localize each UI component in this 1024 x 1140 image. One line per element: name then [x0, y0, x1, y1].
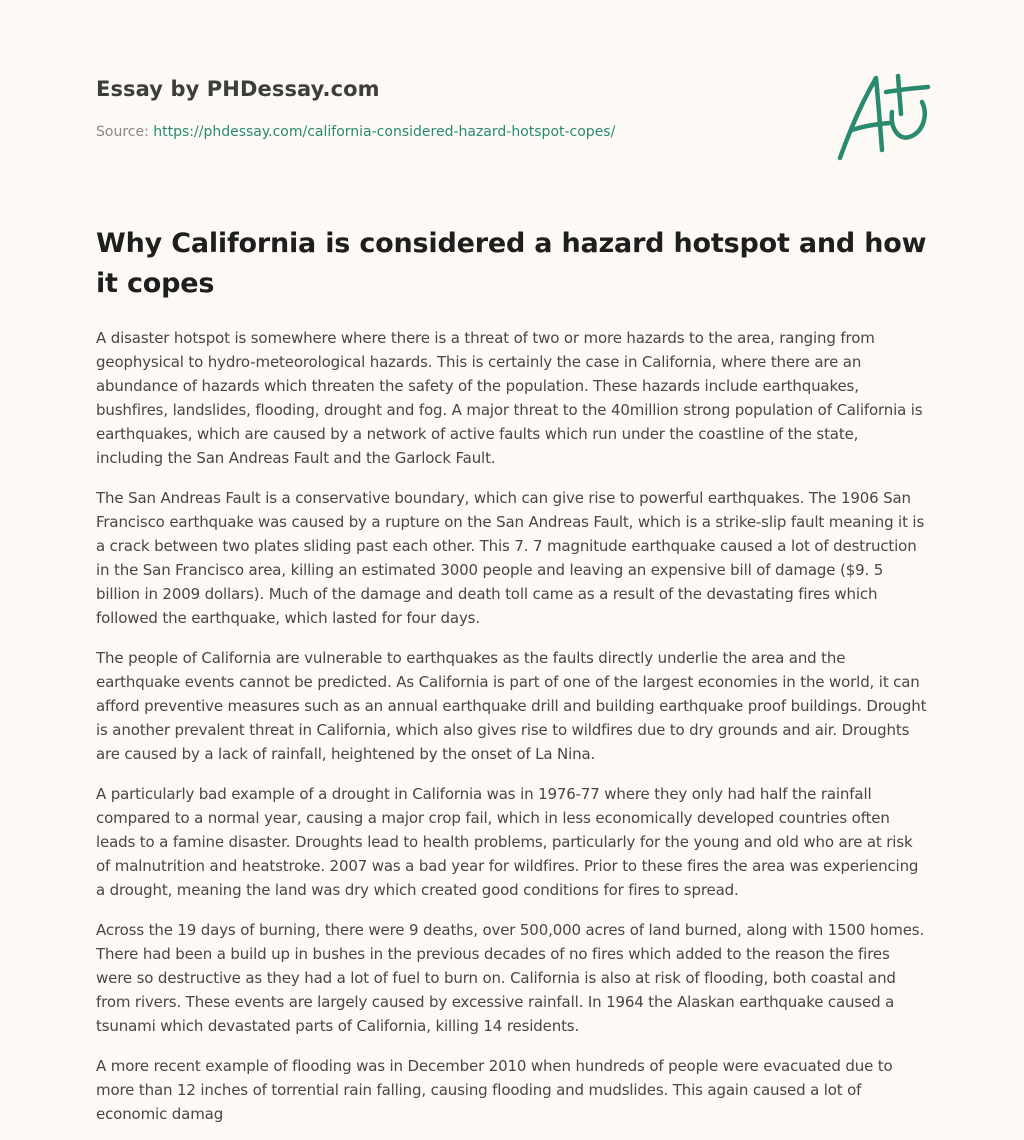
source-link[interactable]: https://phdessay.com/california-considered-hazard-hotspot-copes/ [153, 124, 616, 140]
paragraph: A more recent example of flooding was in December 2010 when hundreds of people were evacuated due to more than 12 inches of torrential rain falling, causing flooding and mudslides. This again caused a lot of economic damag [96, 1057, 893, 1123]
paragraph: A particularly bad example of a drought in California was in 1976-77 where they only had half the rainfall compared to a normal year, causing a major crop fail, which in less economically developed countries often leads to a famine disaster. Droughts lead to health problems, particularly for the young and old who are at risk of malnutrition and heatstroke. 2007 was a bad year for wildfires. Prior to these fires the area was experiencing a drought, meaning the land was dry which created good conditions for fires to spread. [96, 785, 919, 899]
site-name: Essay by PHDessay.com [96, 77, 380, 101]
source-line [96, 124, 615, 140]
page-header [96, 0, 928, 200]
article-title: Why California is considered a hazard hotspot and how it copes [96, 228, 927, 299]
source-label: Source: [96, 124, 149, 140]
article-body [96, 326, 928, 1126]
paragraph: A disaster hotspot is somewhere where there is a threat of two or more hazards to the area, ranging from geophysical to hydro-meteorological hazards. This is certainly the case in California, where there are an abundance of hazards which threaten the safety of the population. These hazards include earthquakes, bushfires, landslides, flooding, drought and fog. A major threat to the 40million strong population of California is earthquakes, which are caused by a network of active faults which run under the coastline of the state, including the San Andreas Fault and the Garlock Fault. [96, 329, 923, 467]
paragraph: The San Andreas Fault is a conservative boundary, which can give rise to powerful earthquakes. The 1906 San Francisco earthquake was caused by a rupture on the San Andreas Fault, which is a strike-slip fault meaning it is a crack between two plates sliding past each other. This 7. 7 magnitude earthquake caused a lot of destruction in the San Francisco area, killing an estimated 3000 people and leaving an expensive bill of damage ($9. 5 billion in 2009 dollars). Much of the damage and death toll came as a result of the devastating fires which followed the earthquake, which lasted for four days. [96, 489, 925, 627]
a-plus-logo-icon [830, 68, 934, 164]
paragraph: The people of California are vulnerable to earthquakes as the faults directly underlie the area and the earthquake events cannot be predicted. As California is part of one of the largest economies in the world, it can afford preventive measures such as an annual earthquake drill and building earthquake proof buildings. Drought is another prevalent threat in California, which also gives rise to wildfires due to dry grounds and air. Droughts are caused by a lack of rainfall, heightened by the onset of La Nina. [96, 649, 927, 763]
paragraph: Across the 19 days of burning, there were 9 deaths, over 500,000 acres of land burned, along with 1500 homes. There had been a build up in bushes in the previous decades of no fires which added to the reason the fires were so destructive as they had a lot of fuel to burn on. California is also at risk of flooding, both coastal and from rivers. These events are largely caused by excessive rainfall. In 1964 the Alaskan earthquake caused a tsunami which devastated parts of California, killing 14 residents. [96, 921, 925, 1035]
